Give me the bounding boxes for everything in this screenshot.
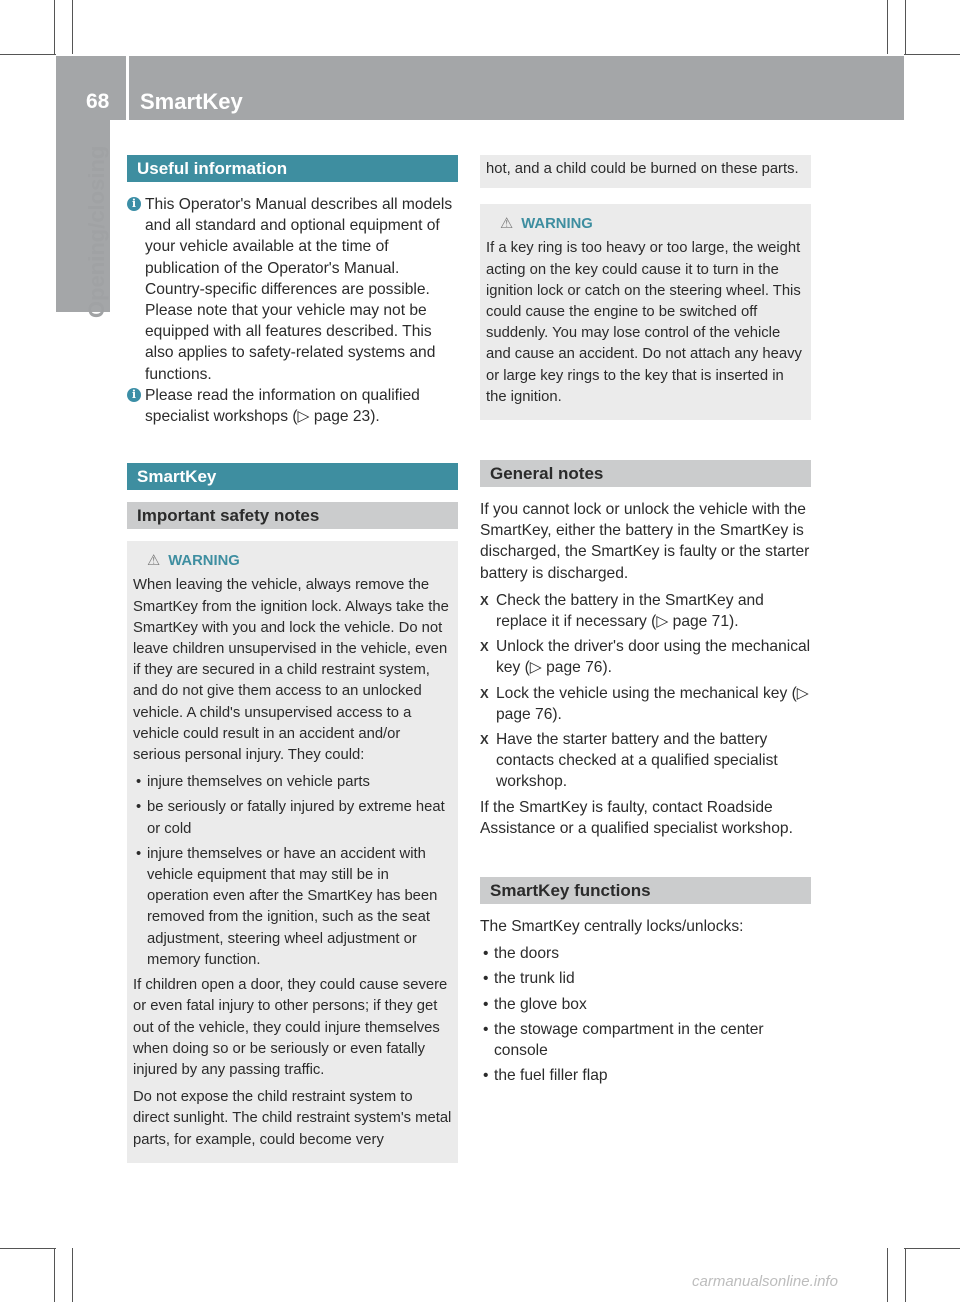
list-item: • the trunk lid [480,968,811,989]
warning-paragraph: When leaving the vehicle, always remove the SmartKey from the ignition lock. Always take the SmartKey with you and lock the vehicle. Do not leave children unsupervised in the vehicle, even if they are secured in a child restraint system, and do not give them access to an unlocked vehicle. A child's unsupervised access to a vehicle could result in an accident and/or serious personal injury. They could: [133,577,449,764]
general-notes-intro: If you cannot lock or unlock the vehicle with the SmartKey, either the battery in the SmartKey is discharged, the SmartKey is faulty or the starter battery is discharged. [480,501,810,582]
list-item: • the fuel filler flap [480,1065,811,1086]
crop-mark [887,0,888,54]
crop-mark [0,1248,56,1249]
page-number: 68 [86,90,110,113]
list-item: • the glove box [480,994,811,1015]
info-note: i This Operator's Manual describes all models and all standard and optional equipment of your vehicle available at the time of publication of the Operator's Manual. Country-specific differences are possible. Please note that your vehicle may not be equipped with all features described. This also applies to safety-related systems and functions. [127,194,458,385]
crop-mark [72,0,73,54]
warning-triangle-icon: ⚠ [500,216,514,233]
list-item: • be seriously or fatally injured by extreme heat or cold [133,797,452,839]
general-notes-heading: General notes [480,460,811,487]
watermark: carmanualsonline.info [692,1273,838,1290]
chapter-label: Opening/closing [84,145,109,318]
crop-mark [904,1248,960,1249]
warning-box [127,541,458,1162]
useful-info-heading: Useful information [127,155,458,182]
crop-mark [905,0,906,54]
crop-mark [905,1248,906,1302]
warning-box-continued [480,155,811,188]
crop-mark [887,1248,888,1302]
general-notes-outro: If the SmartKey is faulty, contact Roadside Assistance or a qualified specialist workshop. [480,798,793,837]
step-item: X Check the battery in the SmartKey and replace it if necessary (▷ page 71). [480,590,811,632]
warning-paragraph: Do not expose the child restraint system to direct sunlight. The child restraint system's metal parts, for example, could become very [133,1089,452,1148]
functions-heading: SmartKey functions [480,877,811,904]
crop-mark [54,0,55,54]
warning-paragraph: hot, and a child could be burned on these parts. [486,161,799,177]
page-title: SmartKey [140,89,243,114]
left-column [127,155,458,1163]
warning-header: ⚠ WARNING [500,216,593,233]
list-item: • injure themselves on vehicle parts [133,772,452,793]
warning-header: ⚠ WARNING [147,553,240,570]
crop-mark [72,1248,73,1302]
info-icon: i [127,388,141,402]
warning-triangle-icon: ⚠ [147,553,161,570]
safety-heading: Important safety notes [127,502,458,529]
right-column [480,155,811,1091]
warning-paragraph: If children open a door, they could cause severe or even fatal injury to other persons; if they get out of the vehicle, they could injure themselves when doing so or be seriously or even fatally injured by any passing traffic. [133,977,448,1078]
functions-intro: The SmartKey centrally locks/unlocks: [480,918,744,936]
info-note: i Please read the information on qualified specialist workshops (▷ page 23). [127,385,458,427]
list-item: • the stowage compartment in the center console [480,1019,811,1061]
info-icon: i [127,197,141,211]
crop-mark [54,1248,55,1302]
warning-paragraph: If a key ring is too heavy or too large, the weight acting on the key could cause it to turn in the ignition lock or catch on the steering wheel. This could cause the engine to be switched off suddenly. You may lose control of the vehicle and cause an accident. Do not attach any heavy or large key rings to the key that is inserted in the ignition. [486,240,802,405]
crop-mark [904,54,960,55]
step-item: X Unlock the driver's door using the mechanical key (▷ page 76). [480,636,811,678]
list-item: • injure themselves or have an accident with vehicle equipment that may still be in operation even after the SmartKey has been removed from the ignition, such as the seat adjustment, steering wheel adjustment or memory function. [133,844,452,971]
crop-mark [0,54,56,55]
header-divider [126,56,129,120]
list-item: • the doors [480,943,811,964]
step-item: X Have the starter battery and the battery contacts checked at a qualified specialist workshop. [480,729,811,793]
warning-box [480,204,811,420]
smartkey-heading: SmartKey [127,463,458,490]
step-item: X Lock the vehicle using the mechanical key (▷ page 76). [480,683,811,725]
